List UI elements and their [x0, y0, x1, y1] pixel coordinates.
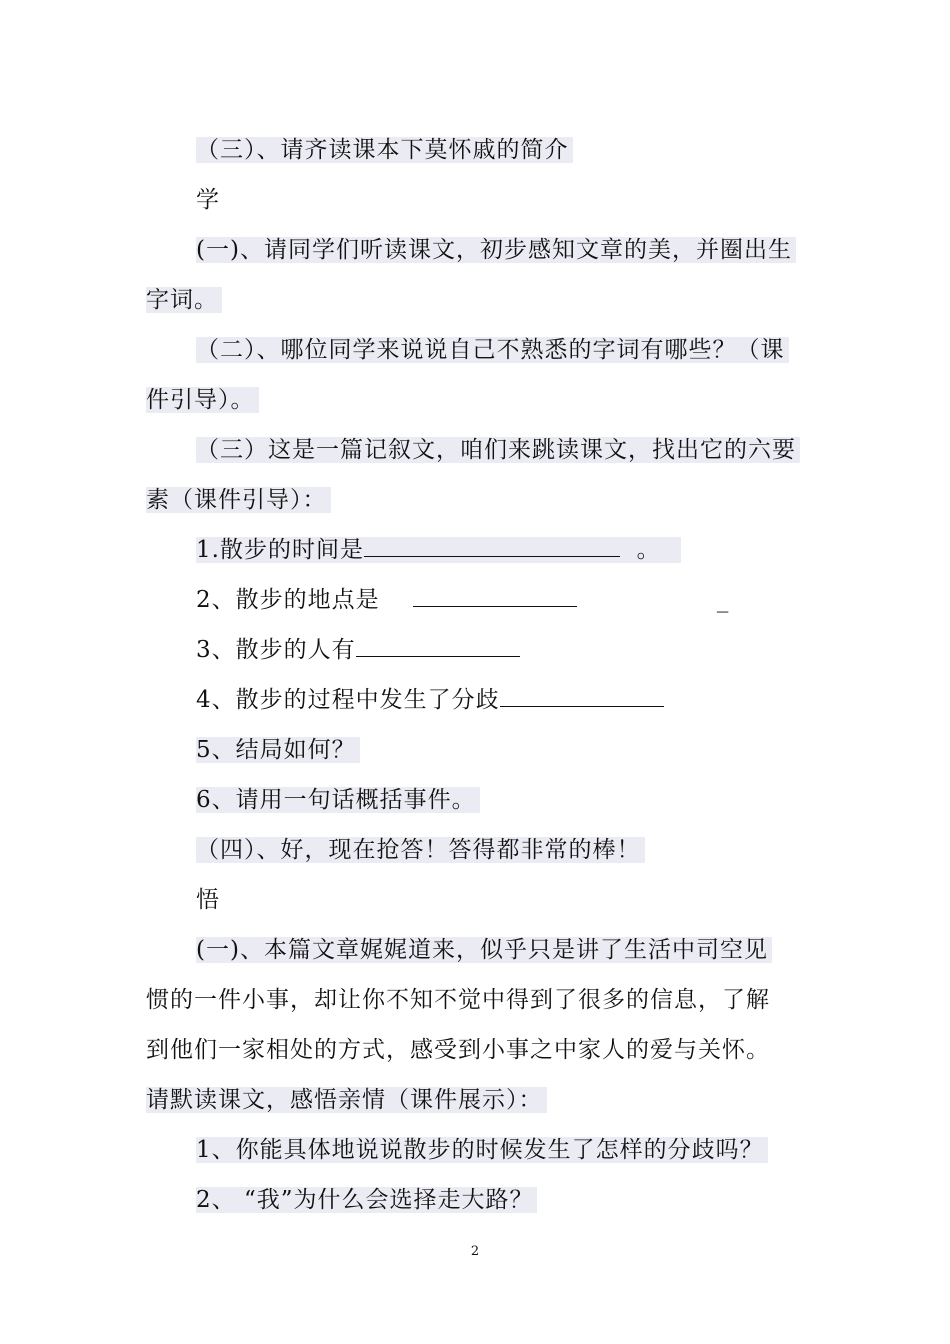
question-4: 4、散步的过程中发生了分歧 [196, 683, 664, 717]
paragraph-2-line-1: （二）、哪位同学来说说自己不熟悉的字词有哪些？（课 [196, 333, 789, 367]
paragraph-3-line-2: 素（课件引导）： [146, 483, 331, 517]
paragraph-2-line-2: 件引导）。 [146, 383, 259, 417]
question-3: 3、散步的人有 [196, 633, 520, 667]
paragraph-1-line-1: (一)、请同学们听读课文，初步感知文章的美，并圈出生 [196, 233, 796, 267]
question-1: 1.散步的时间是 。 [196, 533, 681, 567]
wu-paragraph-line-4: 请默读课文，感悟亲情（课件展示）： [146, 1083, 547, 1117]
wu-paragraph-line-3: 到他们一家相处的方式，感受到小事之中家人的爱与关怀。 [146, 1037, 770, 1063]
heading-xue: 学 [196, 187, 220, 213]
question-6: 6、请用一句话概括事件。 [196, 783, 480, 817]
answer-blank [356, 634, 520, 657]
page-number: 2 [470, 1244, 480, 1259]
section4: （四）、好，现在抢答！答得都非常的棒！ [196, 833, 645, 867]
answer-blank [500, 684, 664, 707]
wu-question-2: 2、 “我”为什么会选择走大路？ [196, 1183, 537, 1217]
heading-wu: 悟 [196, 887, 220, 913]
answer-blank [364, 534, 620, 557]
wu-question-1: 1、你能具体地说说散步的时候发生了怎样的分歧吗？ [196, 1133, 768, 1167]
paragraph-1-line-2: 字词。 [146, 283, 222, 317]
section3-intro: （三）、请齐读课本下莫怀戚的简介 [196, 133, 573, 167]
wu-paragraph-line-2: 惯的一件小事，却让你不知不觉中得到了很多的信息，了解 [146, 987, 770, 1013]
answer-blank [413, 584, 577, 607]
wu-paragraph-line-1: (一)、本篇文章娓娓道来，似乎只是讲了生活中司空见 [196, 933, 772, 967]
paragraph-3-line-1: （三）这是一篇记叙文，咱们来跳读课文，找出它的六要 [196, 433, 800, 467]
question-2: 2、散步的地点是 _ [196, 583, 729, 617]
question-5: 5、结局如何？ [196, 733, 360, 767]
